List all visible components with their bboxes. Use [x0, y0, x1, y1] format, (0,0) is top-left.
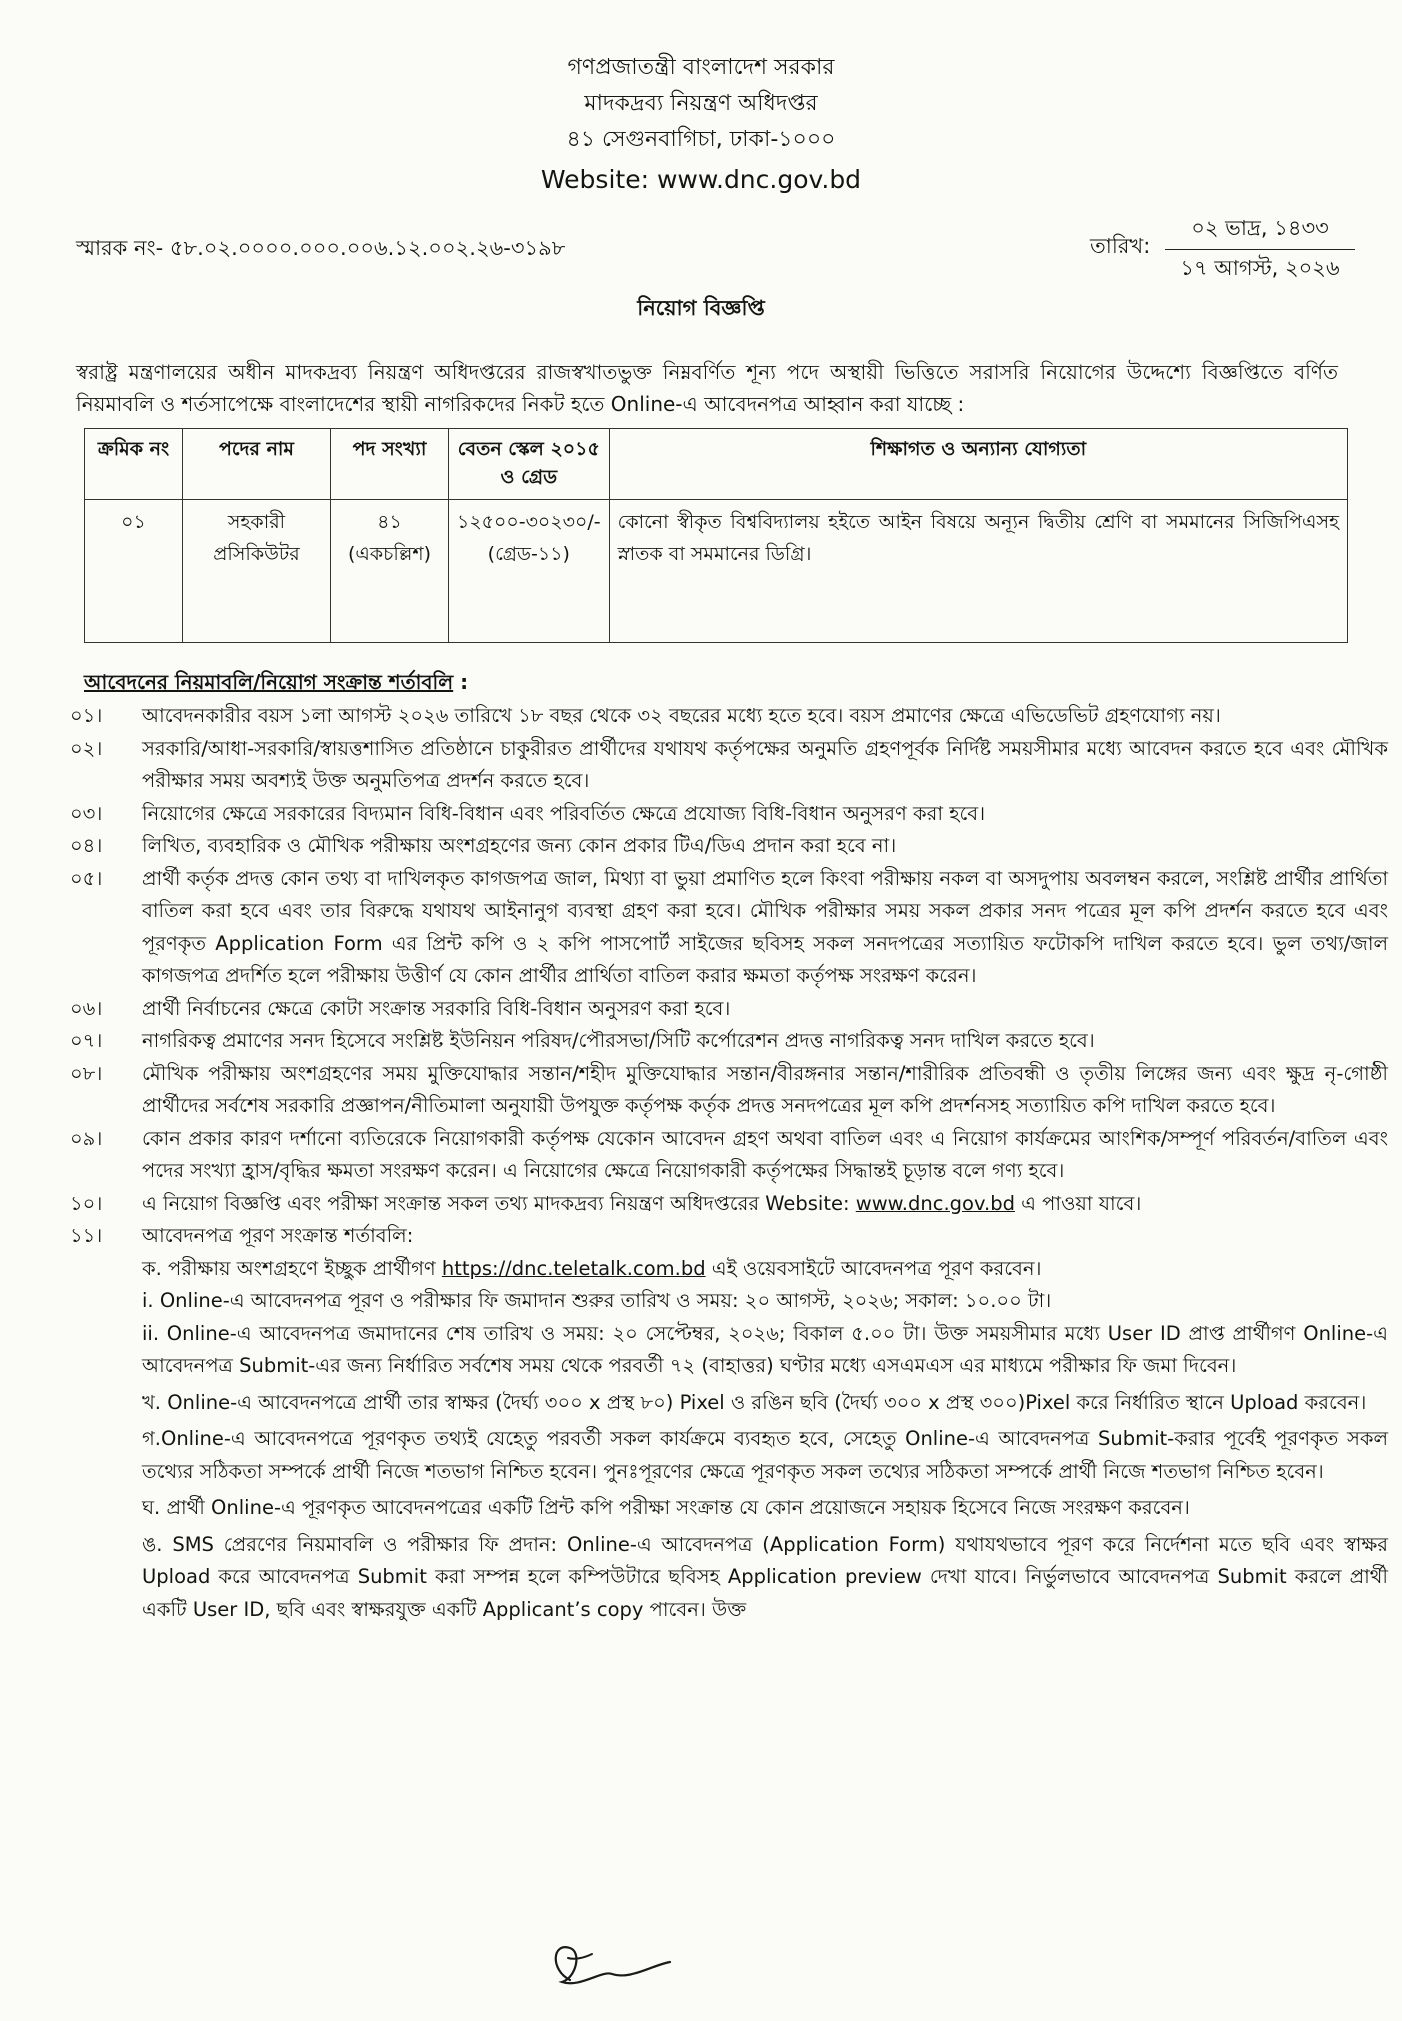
item-text: নিয়োগের ক্ষেত্রে সরকারের বিদ্যমান বিধি-বিধান এবং পরিবর্তিত ক্ষেত্রে প্রযোজ্য বিধি-বিধান অনুসরণ করা হবে। — [142, 801, 986, 825]
list-item — [70, 993, 1388, 1026]
subcondition-kha: খ. Online-এ আবেদনপত্রে প্রার্থী তার স্বাক্ষর (দৈর্ঘ্য ৩০০ x প্রস্থ ৮০) Pixel ও রঙিন ছবি (দৈর্ঘ্য ৩০০ x প্রস্থ ৩০০)Pixel করে নির্ধারিত স্থানে Upload করবেন। — [142, 1390, 1367, 1414]
item-number: ০৭। — [70, 1029, 103, 1052]
cell-sl: ০১ — [85, 500, 183, 643]
item-number: ১১। — [70, 1224, 103, 1247]
item-number: ১০। — [70, 1191, 103, 1215]
item-text: আবেদনকারীর বয়স ১লা আগস্ট ২০২৬ তারিখে ১৮ বছর থেকে ৩২ বছরের মধ্যে হতে হবে। বয়স প্রমাণের ক্ষেত্রে এভিডেভিট গ্রহণযোগ্য নয়। — [142, 704, 1221, 727]
subcondition-ka — [142, 1253, 1388, 1286]
list-item — [70, 700, 1388, 733]
col-header-scale: বেতন স্কেল ২০১৫ ও গ্রেড — [449, 429, 610, 500]
col-header-post: পদের নাম — [183, 429, 331, 500]
item-number: ০১। — [70, 704, 103, 727]
intro-paragraph: স্বরাষ্ট্র মন্ত্রণালয়ের অধীন মাদকদ্রব্য নিয়ন্ত্রণ অধিদপ্তরের রাজস্বখাতভুক্ত নিম্নবর্ণিত শূন্য পদে অস্থায়ী ভিত্তিতে সরাসরি নিয়োগের উদ্দেশ্যে বিজ্ঞপ্তিতে বর্ণিত নিয়মাবলি ও শর্তসাপেক্ষে বাংলাদেশের স্থায়ী নাগরিকদের নিকট হতে Online-এ আবেদনপত্র আহ্বান করা যাচ্ছে : — [76, 360, 1338, 416]
cell-count: ৪১ (একচল্লিশ) — [331, 500, 449, 643]
item-text — [142, 1188, 1388, 1221]
date-english: ১৭ আগস্ট, ২০২৬ — [1180, 256, 1340, 280]
conditions-heading-text: আবেদনের নিয়মাবলি/নিয়োগ সংক্রান্ত শর্তাবলি — [84, 670, 454, 694]
item-text: মৌখিক পরীক্ষায় অংশগ্রহণের সময় মুক্তিযোদ্ধার সন্তান/শহীদ মুক্তিযোদ্ধার সন্তান/বীরঙ্গনার সন্তান/শারীরিক প্রতিবন্ধী ও তৃতীয় লিঙ্গের জন্য এবং ক্ষুদ্র নৃ-গোষ্ঠী প্রার্থীদের সর্বশেষ সরকারি প্রজ্ঞাপন/নীতিমালা অনুযায়ী উপযুক্ত কর্তৃপক্ষ কর্তৃক প্রদত্ত সনদপত্রের মূল কপি প্রদর্শনসহ সত্যায়িত কপি দাখিল করতে হবে। — [142, 1061, 1388, 1117]
list-item — [70, 1058, 1388, 1123]
conditions-heading-suffix: : — [453, 670, 469, 694]
item-number: ০৫। — [70, 866, 103, 890]
item-text: লিখিত, ব্যবহারিক ও মৌখিক পরীক্ষায় অংশগ্রহণের জন্য কোন প্রকার টিএ/ডিএ প্রদান করা হবে না। — [142, 834, 897, 857]
list-item — [70, 830, 1388, 863]
item-text: সরকারি/আধা-সরকারি/স্বায়ত্তশাসিত প্রতিষ্ঠানে চাকুরীরত প্রার্থীদের যথাযথ কর্তৃপক্ষের অনুমতি গ্রহণপূর্বক নির্দিষ্ট সময়সীমার মধ্যে আবেদন করতে হবে এবং মৌখিক পরীক্ষার সময় অবশ্যই উক্ত অনুমতিপত্র প্রদর্শন করতে হবে। — [142, 736, 1388, 792]
website-line: Website: www.dnc.gov.bd — [540, 165, 862, 194]
item10-text-pre: এ নিয়োগ বিজ্ঞপ্তি এবং পরীক্ষা সংক্রান্ত সকল তথ্য মাদকদ্রব্য নিয়ন্ত্রণ অধিদপ্তরের Website: — [142, 1191, 856, 1215]
item10-text-post: এ পাওয়া যাবে। — [1014, 1191, 1142, 1215]
cell-scale: ১২৫০০-৩০২৩০/- (গ্রেড-১১) — [449, 500, 610, 643]
table-row — [85, 500, 1348, 643]
item-text: নাগরিকত্ব প্রমাণের সনদ হিসেবে সংশ্লিষ্ট ইউনিয়ন পরিষদ/পৌরসভা/সিটি কর্পোরেশন প্রদত্ত নাগরিকত্ব সনদ দাখিল করতে হবে। — [142, 1029, 1095, 1052]
subcondition-umo: ঙ. SMS প্রেরণের নিয়মাবলি ও পরীক্ষার ফি প্রদান: Online-এ আবেদনপত্র (Application Form) যথাযথভাবে পূরণ করে নির্দেশনা মতে ছবি এবং স্বাক্ষর Upload করে আবেদনপত্র Submit করা সম্পন্ন হলে কম্পিউটারে ছবিসহ Application preview দেখা যাবে। নির্ভুলভাবে আবেদনপত্র Submit করলে প্রার্থী একটি User ID, ছবি এবং স্বাক্ষরযুক্ত একটি Applicant’s copy পাবেন। উক্ত — [142, 1532, 1388, 1621]
list-item — [70, 1025, 1388, 1058]
page-title: নিয়োগ বিজ্ঞপ্তি — [637, 296, 765, 320]
item-number: ০২। — [70, 736, 103, 760]
subcondition-ii: ii. Online-এ আবেদনপত্র জমাদানের শেষ তারিখ ও সময়: ২০ সেপ্টেম্বর, ২০২৬; বিকাল ৫.০০ টা। উক্ত সময়সীমার মধ্যে User ID প্রাপ্ত প্রার্থীগণ Online-এ আবেদনপত্র Submit-এর জন্য নির্ধারিত সর্বশেষ সময় থেকে পরবর্তী ৭২ (বাহাত্তর) ঘণ্টার মধ্যে এসএমএস এর মাধ্যমে পরীক্ষার ফি জমা দিবেন। — [142, 1321, 1388, 1377]
item-text: কোন প্রকার কারণ দর্শানো ব্যতিরেকে নিয়োগকারী কর্তৃপক্ষ যেকোন আবেদন গ্রহণ অথবা বাতিল এবং এ নিয়োগ কার্যক্রমের আংশিক/সম্পূর্ণ পরিবর্তন/বাতিল এবং পদের সংখ্যা হ্রাস/বৃদ্ধির ক্ষমতা সংরক্ষণ করেন। এ নিয়োগের ক্ষেত্রে নিয়োগকারী কর্তৃপক্ষের সিদ্ধান্তই চূড়ান্ত বলে গণ্য হবে। — [142, 1126, 1388, 1182]
cell-post: সহকারী প্রসিকিউটর — [183, 500, 331, 643]
date-label: তারিখ: — [1090, 234, 1151, 258]
item-number: ০৪। — [70, 834, 103, 857]
item-number: ০৩। — [70, 801, 103, 825]
list-item — [70, 1123, 1388, 1188]
item-text: প্রার্থী কর্তৃক প্রদত্ত কোন তথ্য বা দাখিলকৃত কাগজপত্র জাল, মিথ্যা বা ভুয়া প্রমাণিত হলে কিংবা পরীক্ষায় নকল বা অসদুপায় অবলম্বন করলে, সংশ্লিষ্ট প্রার্থীর প্রার্থিতা বাতিল করা হবে এবং তার বিরুদ্ধে যথাযথ আইনানুগ ব্যবস্থা গ্রহণ করা হবে। মৌখিক পরীক্ষার সময় সকল প্রকার সনদ পত্রের মূল কপি প্রদর্শন করতে হবে এবং পূরণকৃত Application Form এর প্রিন্ট কপি ও ২ কপি পাসপোর্ট সাইজের ছবিসহ সকল সনদপত্রের সত্যায়িত ফটোকপি দাখিল করতে হবে। ভুল তথ্য/জাল কাগজপত্র প্রদর্শিত হলে পরীক্ষায় উত্তীর্ণ যে কোন প্রার্থীর প্রার্থিতা বাতিল করার ক্ষমতা কর্তৃপক্ষ সংরক্ষণ করেন। — [142, 866, 1388, 987]
letterhead — [0, 50, 1402, 200]
memo-number: স্মারক নং- ৫৮.০২.০০০০.০০০.০০৬.১২.০০২.২৬-৩১৯৮ — [76, 236, 566, 260]
col-header-qualification: শিক্ষাগত ও অন্যান্য যোগ্যতা — [609, 429, 1347, 500]
signature-mark — [540, 1930, 690, 2000]
item-number: ০৮। — [70, 1061, 103, 1085]
item-number: ০৬। — [70, 996, 103, 1020]
list-item — [70, 798, 1388, 831]
col-header-count: পদ সংখ্যা — [331, 429, 449, 500]
dnc-website-link[interactable]: www.dnc.gov.bd — [855, 1191, 1015, 1215]
application-subconditions — [142, 1253, 1388, 1627]
ka-text-pre: ক. পরীক্ষায় অংশগ্রহণে ইচ্ছুক প্রার্থীগণ — [142, 1256, 442, 1280]
department-name: মাদকদ্রব্য নিয়ন্ত্রণ অধিদপ্তর — [584, 91, 818, 116]
subcondition-i: i. Online-এ আবেদনপত্র পূরণ ও পরীক্ষার ফি জমাদান শুরুর তারিখ ও সময়: ২০ আগস্ট, ২০২৬; সকাল: ১০.০০ টা। — [142, 1289, 1052, 1312]
item-text: আবেদনপত্র পূরণ সংক্রান্ত শর্তাবলি: — [142, 1224, 414, 1247]
table-header-row — [85, 429, 1348, 500]
col-header-sl: ক্রমিক নং — [85, 429, 183, 500]
vacancy-table — [84, 428, 1348, 643]
ka-text-post: এই ওয়েবসাইটে আবেদনপত্র পূরণ করবেন। — [705, 1256, 1042, 1280]
date-bangla: ০২ ভাদ্র, ১৪৩৩ — [1165, 212, 1355, 250]
teletalk-link[interactable]: https://dnc.teletalk.com.bd — [441, 1256, 706, 1280]
item-text: প্রার্থী নির্বাচনের ক্ষেত্রে কোটা সংক্রান্ত সরকারি বিধি-বিধান অনুসরণ করা হবে। — [142, 996, 731, 1020]
conditions-list — [70, 700, 1388, 1626]
item-number: ০৯। — [70, 1126, 103, 1150]
office-address: ৪১ সেগুনবাগিচা, ঢাকা-১০০০ — [566, 127, 836, 152]
subcondition-gha: ঘ. প্রার্থী Online-এ পূরণকৃত আবেদনপত্রের একটি প্রিন্ট কপি পরীক্ষা সংক্রান্ত যে কোন প্রয়োজনে সহায়ক হিসেবে নিজে সংরক্ষণ করবেন। — [142, 1496, 1190, 1519]
cell-qualification: কোনো স্বীকৃত বিশ্ববিদ্যালয় হইতে আইন বিষয়ে অন্যূন দ্বিতীয় শ্রেণি বা সমমানের সিজিপিএসহ স্নাতক বা সমমানের ডিগ্রি। — [609, 500, 1347, 643]
subcondition-ga: গ.Online-এ আবেদনপত্রে পূরণকৃত তথ্যই যেহেতু পরবর্তী সকল কার্যক্রমে ব্যবহৃত হবে, সেহেতু Online-এ আবেদনপত্র Submit-করার পূর্বেই পূরণকৃত সকল তথ্যের সঠিকতা সম্পর্কে প্রার্থী নিজে শতভাগ নিশ্চিত হবেন। পুনঃপূরণের ক্ষেত্রে পূরণকৃত সকল তথ্যের সঠিকতা সম্পর্কে প্রার্থী নিজে শতভাগ নিশ্চিত হবেন। — [142, 1427, 1388, 1483]
list-item — [70, 863, 1388, 993]
list-item — [70, 1188, 1388, 1221]
govt-name: গণপ্রজাতন্ত্রী বাংলাদেশ সরকার — [567, 55, 835, 80]
list-item — [70, 733, 1388, 798]
list-item — [70, 1220, 1388, 1253]
conditions-heading — [84, 668, 468, 701]
